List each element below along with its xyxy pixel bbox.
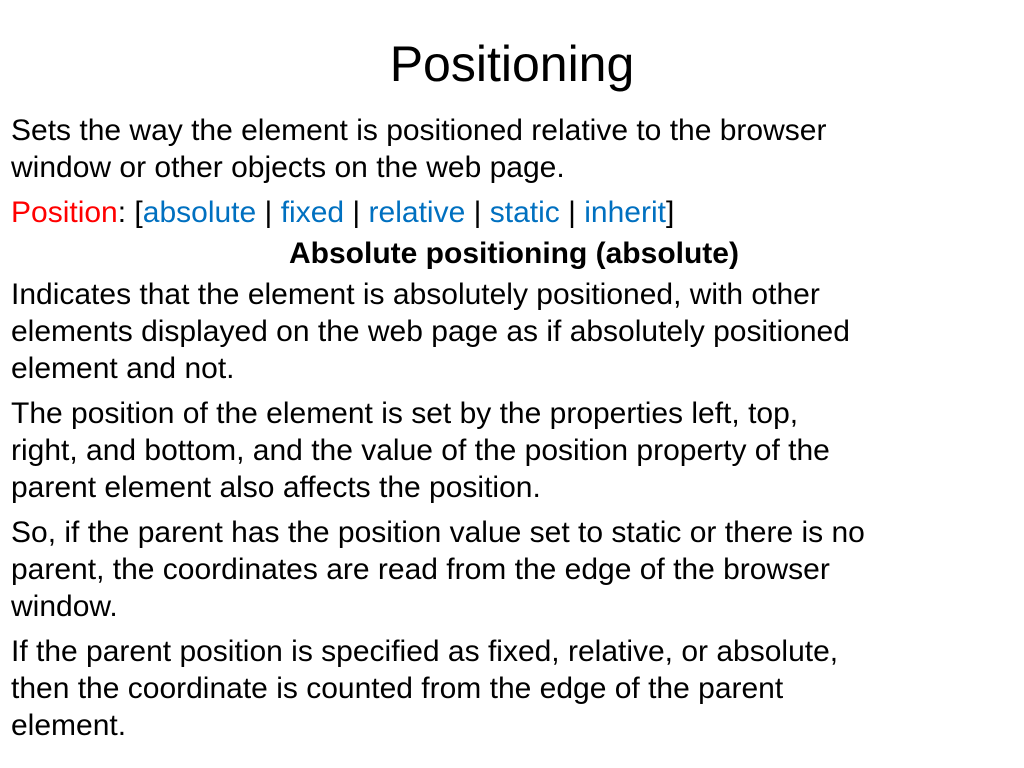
separator: | (352, 196, 361, 229)
slide-body (11, 112, 1017, 744)
value-absolute: absolute (142, 196, 257, 229)
paragraph-line: So, if the parent has the position value set to static or there is no (11, 516, 865, 549)
separator: | (264, 196, 273, 229)
slide-title: Positioning (389, 36, 635, 92)
paragraph-line: elements displayed on the web page as if absolutely positioned (11, 315, 850, 348)
paragraph-line: parent element also affects the position. (11, 471, 541, 504)
intro-line-2: window or other objects on the web page. (11, 151, 565, 184)
syntax-colon: : (117, 196, 127, 229)
intro-line-1: Sets the way the element is positioned relative to the browser (11, 114, 827, 147)
paragraph-line: Indicates that the element is absolutely positioned, with other (11, 278, 820, 311)
value-fixed: fixed (280, 196, 345, 229)
paragraph-line: The position of the element is set by the properties left, top, (11, 397, 799, 430)
property-keyword: Position (11, 196, 118, 229)
paragraph-line: If the parent position is specified as fixed, relative, or absolute, (11, 635, 839, 668)
close-bracket: ] (665, 196, 675, 229)
paragraph-1 (11, 276, 1017, 387)
value-static: static (489, 196, 560, 229)
paragraph-2 (11, 395, 1017, 506)
intro-paragraph (11, 112, 1017, 186)
paragraph-4 (11, 633, 1017, 744)
value-inherit: inherit (584, 196, 666, 229)
separator: | (473, 196, 482, 229)
paragraph-line: then the coordinate is counted from the edge of the parent (11, 672, 784, 705)
paragraph-line: element and not. (11, 352, 235, 385)
separator: | (568, 196, 576, 229)
paragraph-line: window. (11, 590, 118, 623)
paragraph-line: right, and bottom, and the value of the position property of the (11, 434, 830, 467)
value-relative: relative (368, 196, 466, 229)
paragraph-3 (11, 514, 1017, 625)
syntax-line (11, 194, 1017, 231)
paragraph-line: parent, the coordinates are read from the edge of the browser (11, 553, 830, 586)
paragraph-line: element. (11, 709, 127, 742)
open-bracket: [ (134, 196, 143, 229)
section-heading: Absolute positioning (absolute) (289, 237, 739, 270)
